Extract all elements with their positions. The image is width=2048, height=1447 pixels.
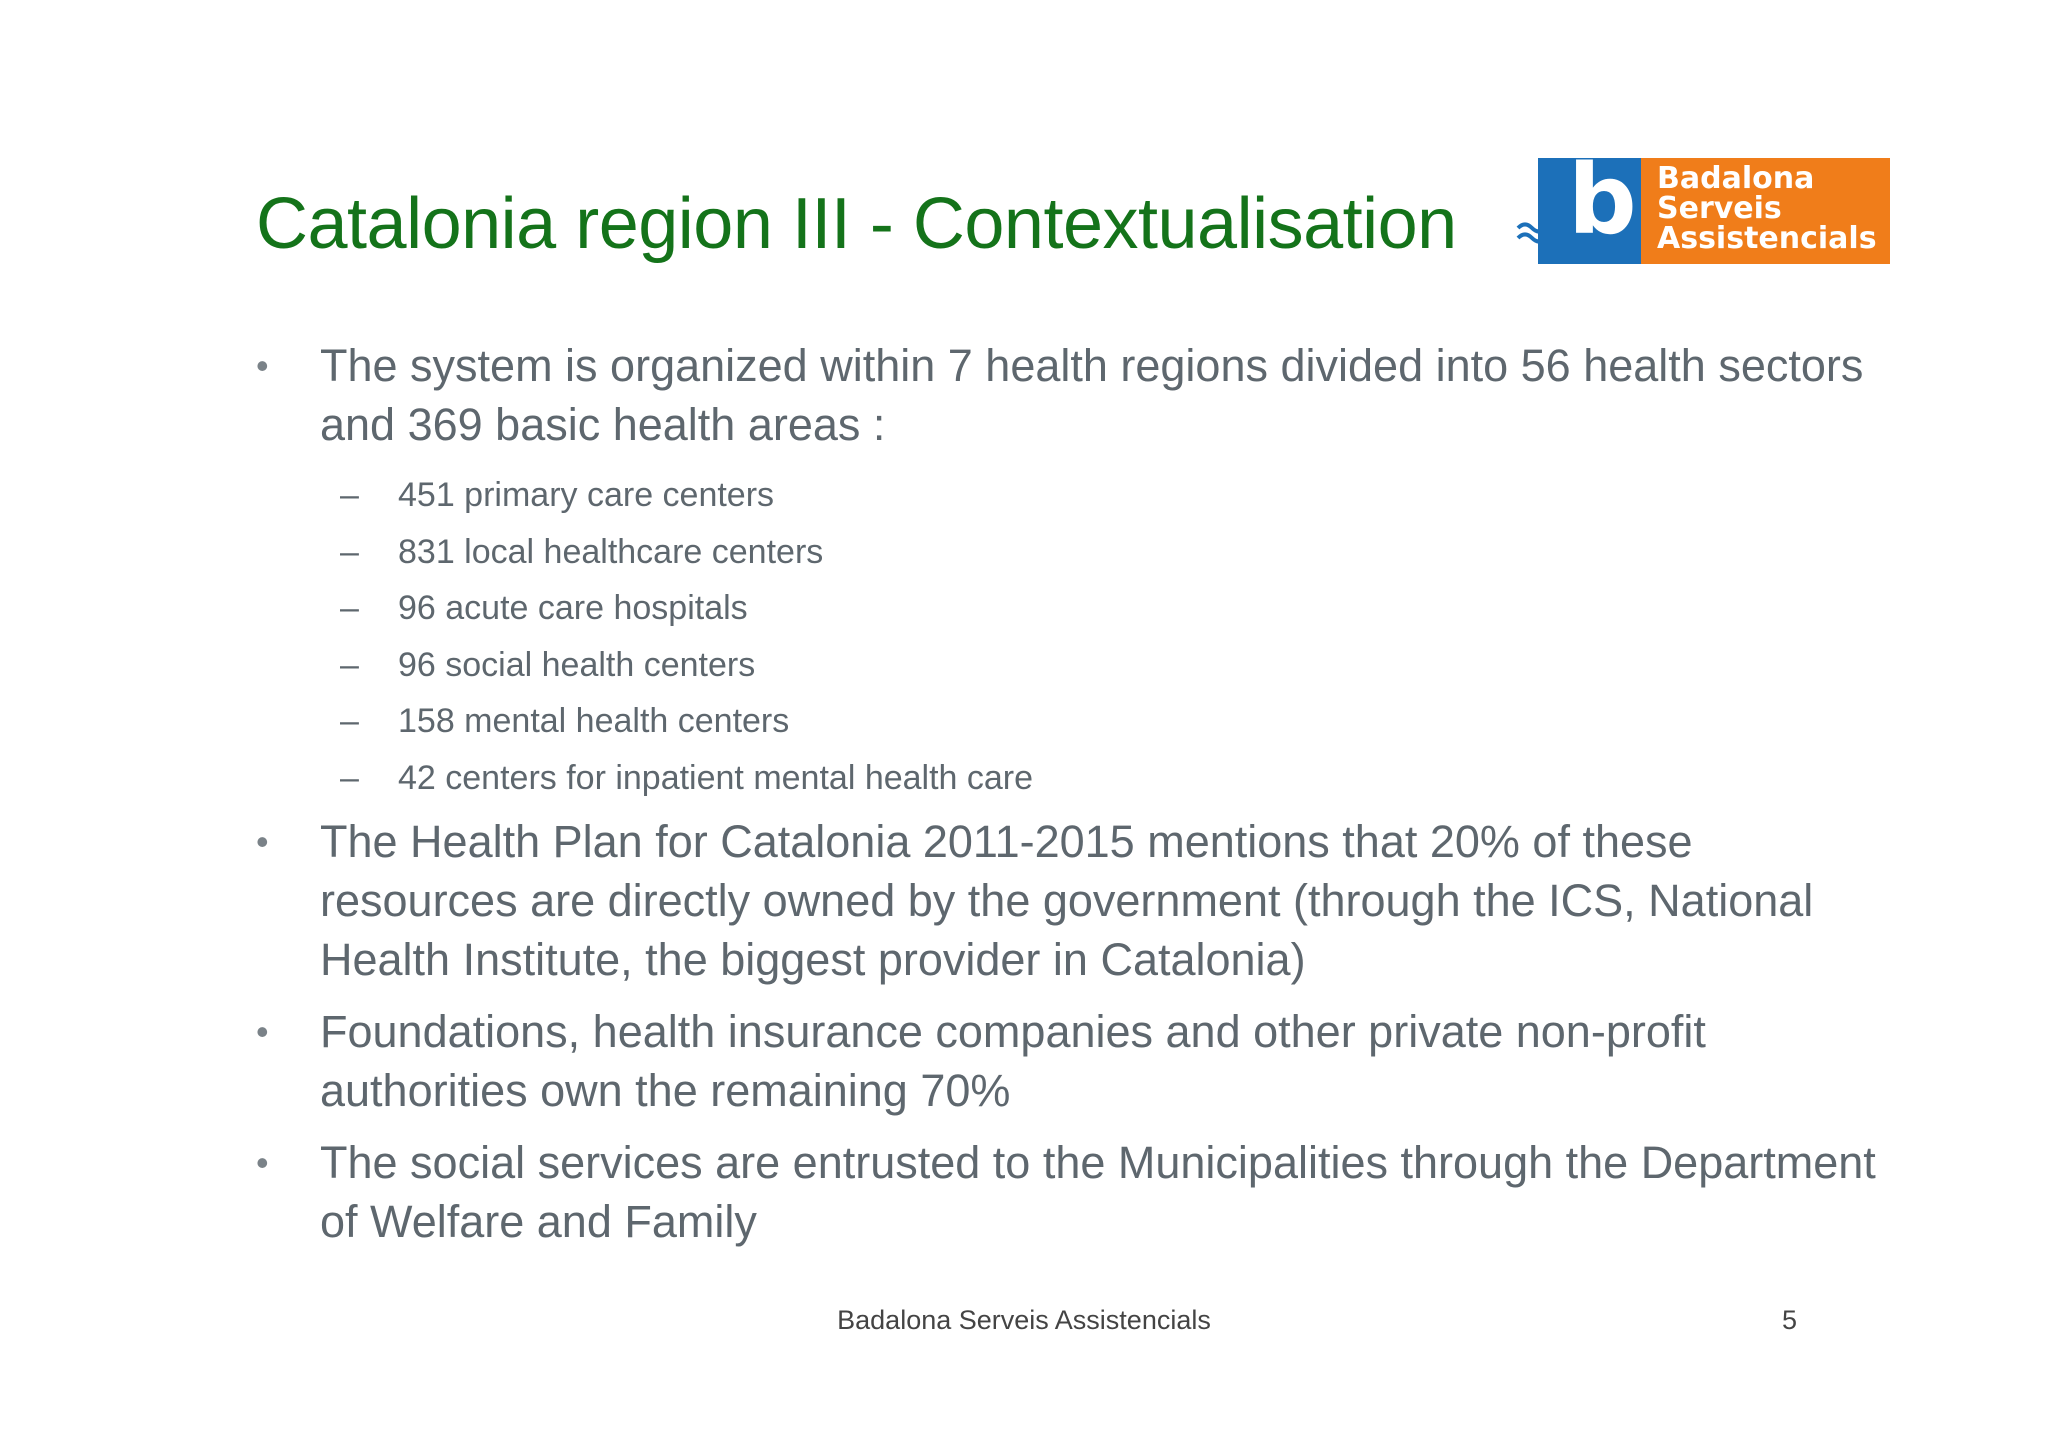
bullet-marker: • [256, 345, 269, 386]
page-number: 5 [1782, 1305, 1798, 1335]
bullet-text: The system is organized within 7 health regions divided into 56 health sectors and 369 basic health areas : [320, 340, 1864, 450]
sub-text: 158 mental health centers [398, 702, 790, 740]
sub-marker: – [340, 645, 359, 684]
bullet-text: The Health Plan for Catalonia 2011-2015 mentions that 20% of these resources are directly owned by the government (through the ICS, National Health Institute, the biggest provider in Catalonia) [320, 816, 1814, 985]
sub-marker: – [340, 702, 359, 740]
sub-list [256, 467, 1876, 806]
bullet-marker: • [256, 1142, 269, 1183]
bullet-item [256, 812, 1876, 989]
logo-wordmark [1657, 161, 1877, 256]
logo-line-2: Serveis [1657, 191, 1782, 226]
sub-item [256, 580, 1876, 637]
slide-body [256, 336, 1876, 1264]
sub-item [256, 637, 1876, 694]
sub-marker: – [340, 589, 359, 627]
sub-item [256, 524, 1876, 581]
slide-title: Catalonia region III - Contextualisation [256, 184, 1457, 264]
bullet-text: Foundations, health insurance companies and other private non-profit authorities own the remaining 70% [320, 1006, 1706, 1116]
sub-item [256, 750, 1876, 807]
sub-marker: – [340, 476, 359, 514]
sub-item [256, 467, 1876, 524]
sub-marker: – [340, 758, 359, 797]
bullet-item [256, 1133, 1876, 1251]
footer-organization: Badalona Serveis Assistencials [837, 1305, 1211, 1335]
bullet-item [256, 1002, 1876, 1120]
sub-text: 96 social health centers [398, 645, 756, 684]
sub-text: 831 local healthcare centers [398, 532, 824, 571]
sub-item [256, 693, 1876, 750]
bullet-text: The social services are entrusted to the Municipalities through the Department of Welfare and Family [320, 1137, 1876, 1247]
sub-marker: – [340, 532, 359, 571]
bullet-marker: • [256, 821, 269, 862]
badalona-logo [1516, 144, 1890, 264]
logo-line-1: Badalona [1657, 161, 1815, 196]
bullet-item [256, 336, 1876, 454]
sub-text: 42 centers for inpatient mental health care [398, 758, 1034, 797]
sub-text: 96 acute care hospitals [398, 589, 748, 627]
logo-letter: b [1568, 144, 1637, 256]
bullet-marker: • [256, 1011, 269, 1052]
logo-line-3: Assistencials [1657, 221, 1877, 256]
sub-text: 451 primary care centers [398, 476, 775, 514]
